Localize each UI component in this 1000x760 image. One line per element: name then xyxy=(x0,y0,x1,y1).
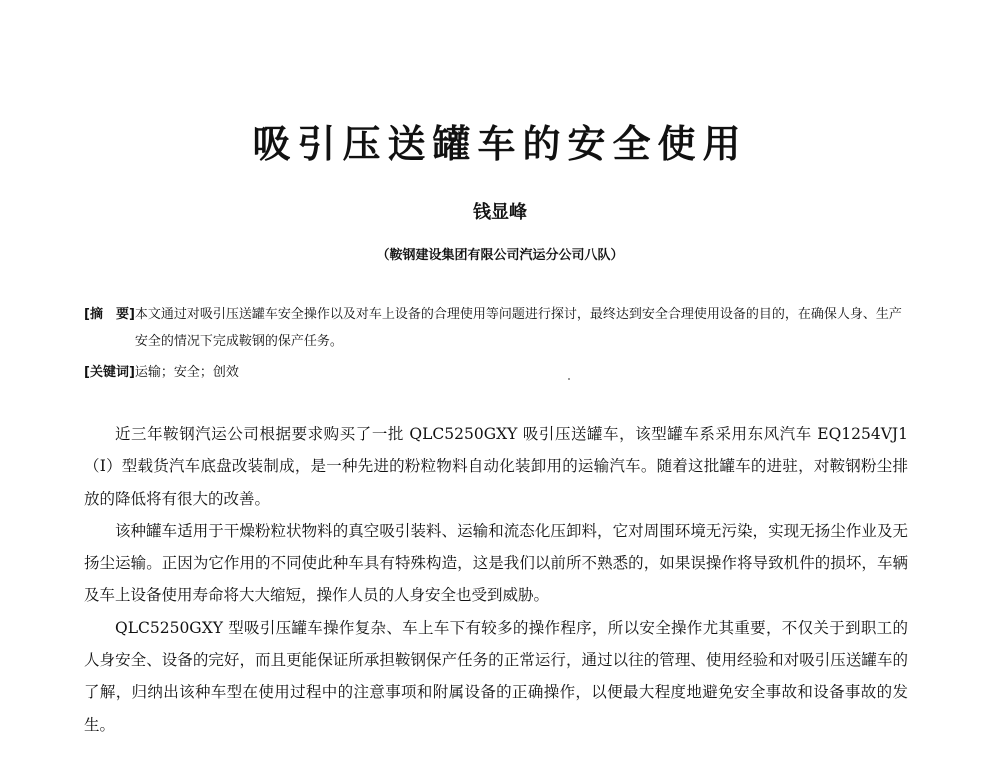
keywords-text: 运输；安全；创效 xyxy=(134,365,239,380)
author-affiliation: （鞍钢建设集团有限公司汽运分公司八队） xyxy=(376,248,624,263)
abstract-section xyxy=(84,301,908,386)
paper-title: 吸引压送罐车的安全使用 xyxy=(252,122,748,166)
abstract-label: [摘 要] xyxy=(84,307,135,322)
body-paragraph: 近三年鞍钢汽运公司根据要求购买了一批 QLC5250GXY 吸引压送罐车，该型罐车系采用东风汽车 EQ1254VJ1（I）型载货汽车底盘改装制成，是一种先进的粉粒物料自动化装卸用的运输汽车。随着这批罐车的进驻，对鞍钢粉尘排放的降低将有很大的改善。 xyxy=(84,425,908,508)
abstract-row xyxy=(84,301,908,355)
author-name: 钱显峰 xyxy=(473,202,527,223)
keywords-label: [关键词] xyxy=(84,365,135,380)
body-paragraph: 该种罐车适用于干燥粉粒状物料的真空吸引装料、运输和流态化压卸料，它对周围环境无污染，实现无扬尘作业及无扬尘运输。正因为它作用的不同使此种车具有特殊构造，这是我们以前所不熟悉的，如果误操作将导致机件的损坏，车辆及车上设备使用寿命将大大缩短，操作人员的人身安全也受到威胁。 xyxy=(84,521,908,605)
keywords-row xyxy=(84,359,908,386)
body-paragraph: QLC5250GXY 型吸引压罐车操作复杂、车上车下有较多的操作程序，所以安全操作尤其重要，不仅关于到职工的人身安全、设备的完好，而且更能保证所承担鞍钢保产任务的正常运行，通过以往的管理、使用经验和对吸引压送罐车的了解，归纳出该种车型在使用过程中的注意事项和附属设备的正确操作，以便最大程度地避免安全事故和设备事故的发生。 xyxy=(84,618,908,734)
body-text xyxy=(84,418,908,741)
abstract-text: 本文通过对吸引压送罐车安全操作以及对车上设备的合理使用等问题进行探讨，最终达到安全合理使用设备的目的，在确保人身、生产安全的情况下完成鞍钢的保产任务。 xyxy=(134,307,902,349)
scan-speck xyxy=(568,378,570,380)
